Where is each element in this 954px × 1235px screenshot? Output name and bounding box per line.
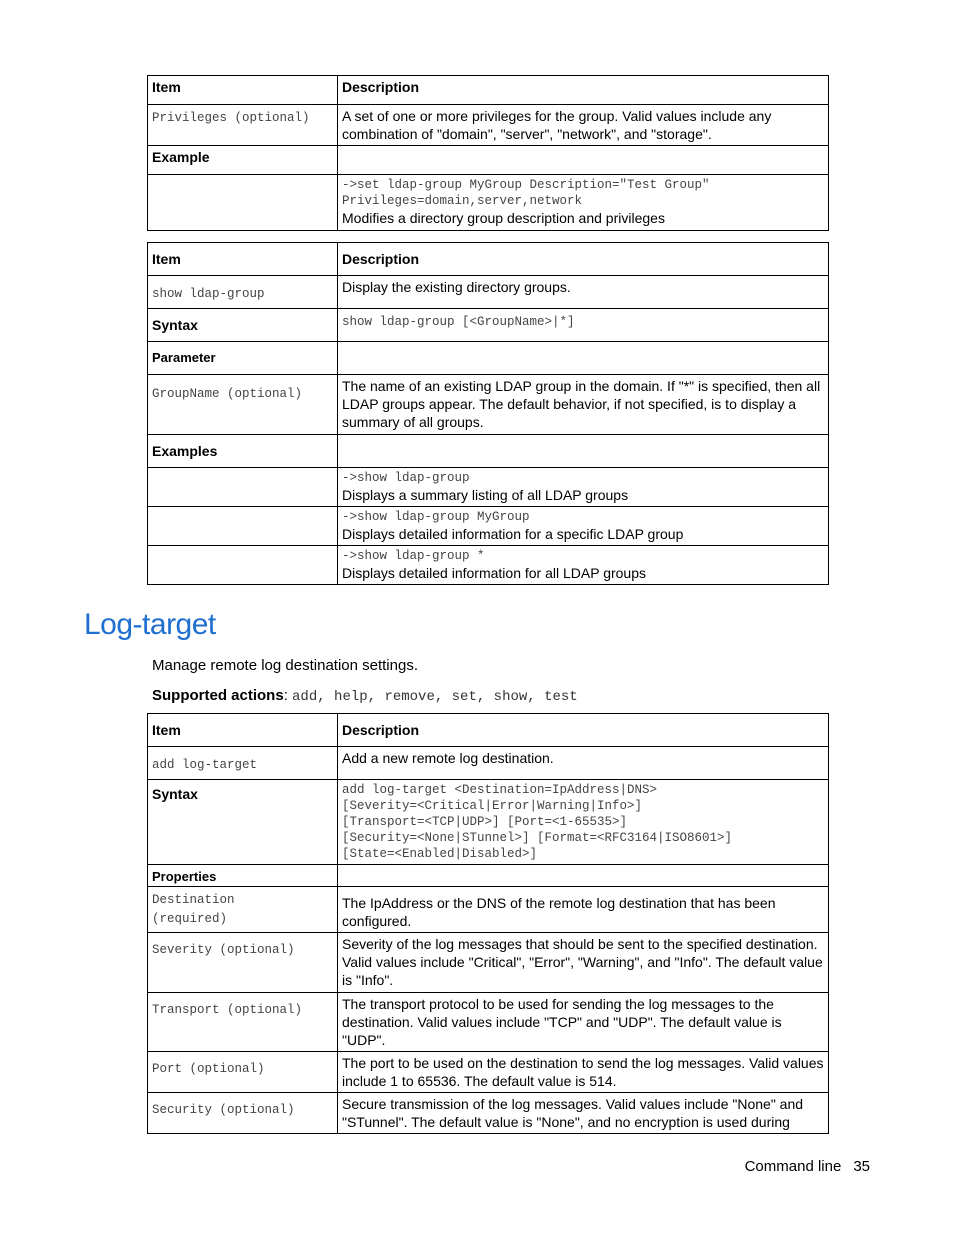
command-name: add log-target (152, 757, 258, 772)
table-row (148, 993, 829, 1052)
section-intro: Manage remote log destination settings. (152, 657, 418, 674)
syntax-line: [State=<Enabled|Disabled>] (342, 847, 538, 861)
table-row (148, 780, 829, 865)
property-name: Security (optional) (152, 1103, 295, 1117)
property-description: The IpAddress or the DNS of the remote log destination that has been configured. (338, 887, 829, 933)
table-row (148, 887, 829, 933)
table-row (148, 546, 829, 585)
param-name: Privileges (optional) (152, 111, 310, 125)
privileges-table (147, 75, 829, 231)
property-name: Transport (optional) (152, 1003, 303, 1017)
table-row (148, 375, 829, 435)
parameter-label: Parameter (148, 342, 338, 375)
command-name: show ldap-group (152, 286, 265, 301)
table-row (148, 435, 829, 468)
table-row (148, 105, 829, 146)
table-row (148, 146, 829, 175)
table-header-row (148, 714, 829, 747)
page-number: 35 (853, 1158, 870, 1175)
table-row (148, 309, 829, 342)
table-row (148, 468, 829, 507)
show-ldap-group-table (147, 242, 829, 585)
example-text: Modifies a directory group description and privileges (342, 210, 665, 226)
param-description: The name of an existing LDAP group in the domain. If "*" is specified, then all LDAP groups appear. The default behavior, if not specified, is to display a summary of all groups. (338, 375, 829, 435)
example-code-cont: Privileges=domain,server,network (342, 194, 583, 208)
example-code: ->show ldap-group (342, 471, 470, 485)
property-description: The transport protocol to be used for sending the log messages to the destination. Valid values include "TCP" and "UDP". The default value is "UDP". (338, 993, 829, 1052)
log-target-table (147, 713, 829, 1134)
table-row (148, 342, 829, 375)
example-code: ->show ldap-group MyGroup (342, 510, 530, 524)
command-description: Display the existing directory groups. (338, 276, 829, 309)
table-row (148, 865, 829, 887)
header-item: Item (148, 714, 338, 747)
property-name: Port (optional) (152, 1062, 265, 1076)
syntax-line: add log-target <Destination=IpAddress|DNS> (342, 783, 658, 797)
table-row (148, 1093, 829, 1134)
example-label: Example (148, 146, 338, 175)
syntax-label: Syntax (148, 309, 338, 342)
syntax-code: show ldap-group [<GroupName>|*] (342, 315, 575, 329)
supported-actions-label: Supported actions (152, 687, 284, 704)
section-title: Log-target (84, 608, 216, 641)
examples-label: Examples (148, 435, 338, 468)
example-code: ->show ldap-group * (342, 549, 485, 563)
footer-section: Command line (744, 1158, 842, 1175)
page-footer (745, 1158, 870, 1175)
command-description: Add a new remote log destination. (338, 747, 829, 780)
properties-label: Properties (148, 865, 338, 887)
table-header-row (148, 243, 829, 276)
example-text: Displays detailed information for a specific LDAP group (342, 526, 684, 542)
table-row (148, 933, 829, 993)
param-description: A set of one or more privileges for the group. Valid values include any combination of "domain", "server", "network", and "storage". (338, 105, 829, 146)
property-description: Secure transmission of the log messages. Valid values include "None" and "STunnel". The default value is "None", and no encryption is used during (338, 1093, 829, 1134)
property-name: Destination (required) (152, 893, 235, 926)
example-text: Displays detailed information for all LDAP groups (342, 565, 647, 581)
syntax-label: Syntax (148, 780, 338, 865)
property-name: Severity (optional) (152, 943, 295, 957)
header-item: Item (148, 243, 338, 276)
header-description: Description (338, 76, 829, 105)
header-description: Description (338, 243, 829, 276)
table-row (148, 276, 829, 309)
header-description: Description (338, 714, 829, 747)
table-row (148, 747, 829, 780)
example-code: ->set ldap-group MyGroup Description="Test Group" (342, 178, 710, 192)
table-row (148, 507, 829, 546)
param-name: GroupName (optional) (152, 387, 303, 401)
supported-actions: Supported actions: add, help, remove, set, show, test (152, 687, 578, 705)
table-header-row (148, 76, 829, 105)
example-text: Displays a summary listing of all LDAP groups (342, 487, 629, 503)
table-row (148, 175, 829, 231)
header-item: Item (148, 76, 338, 105)
property-description: The port to be used on the destination to send the log messages. Valid values include 1 to 65536. The default value is 514. (338, 1052, 829, 1093)
syntax-line: [Transport=<TCP|UDP>] [Port=<1-65535>] (342, 815, 628, 829)
table-row (148, 1052, 829, 1093)
syntax-line: [Severity=<Critical|Error|Warning|Info>] (342, 799, 643, 813)
supported-actions-list: add, help, remove, set, show, test (292, 689, 578, 705)
property-description: Severity of the log messages that should be sent to the specified destination. Valid values include "Critical", "Error", "Warning", and "Info". The default value is "Info". (338, 933, 829, 993)
syntax-line: [Security=<None|STunnel>] [Format=<RFC3164|ISO8601>] (342, 831, 733, 845)
